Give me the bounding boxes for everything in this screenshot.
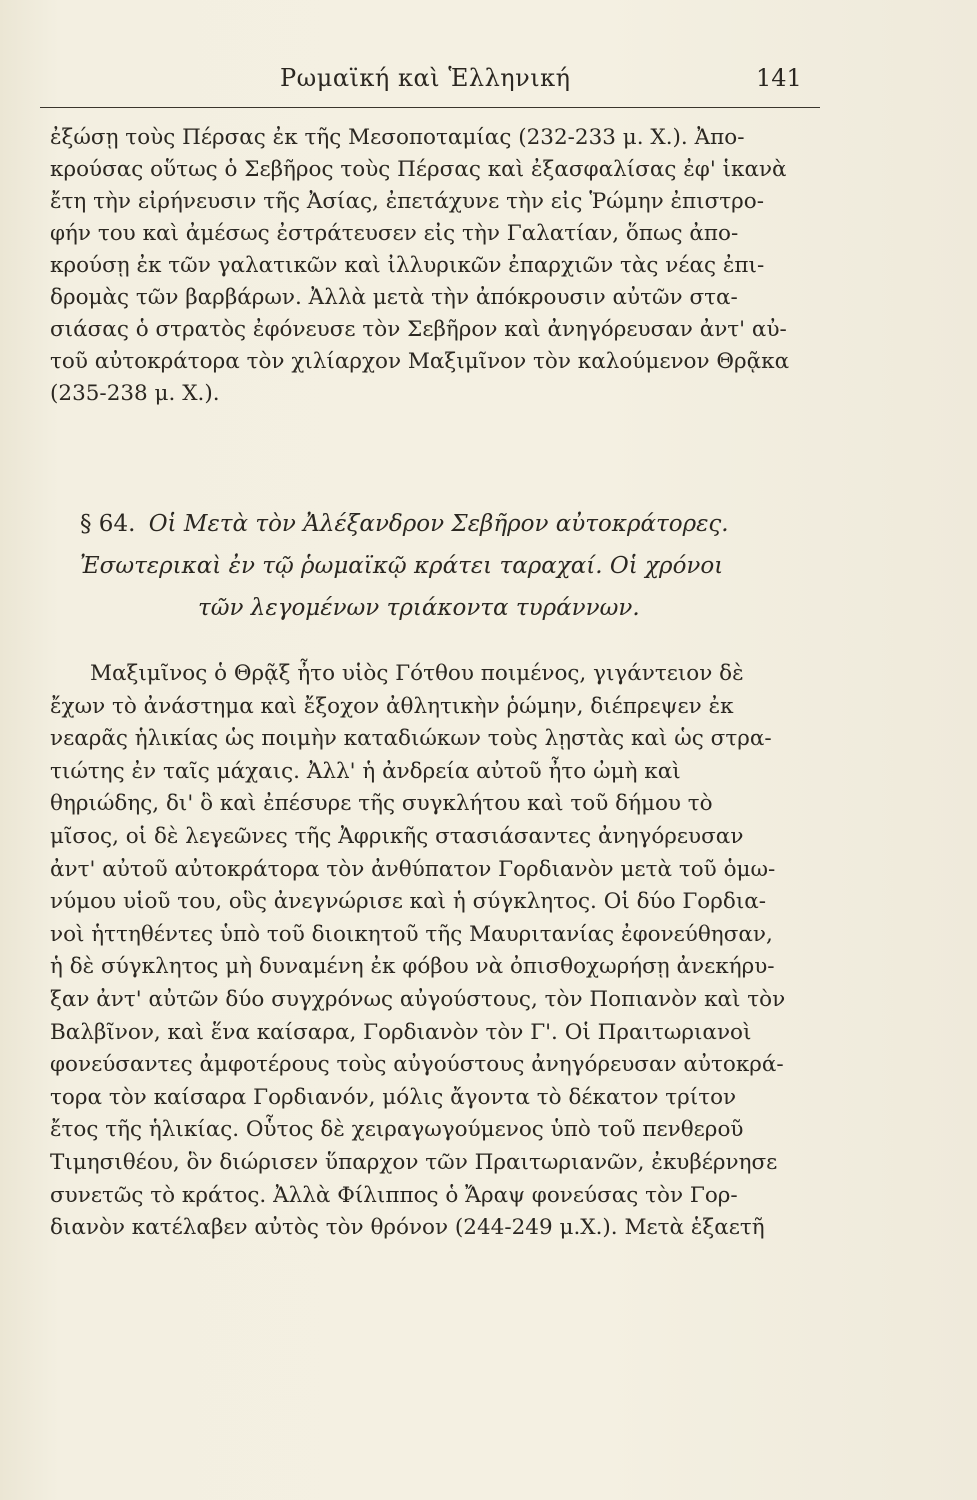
text-line: τιώτης ἐν ταῖς μάχαις. Ἀλλ' ἡ ἀνδρεία αὐτοῦ ἦτο ὠμὴ καὶ [50, 758, 681, 784]
text-line: Τιμησιθέου, ὃν διώρισεν ὕπαρχον τῶν Πραιτωριανῶν, ἐκυβέρνησε [50, 1149, 778, 1175]
heading-title: Οἱ Μετὰ τὸν Ἀλέξανδρον Σεβῆρον αὐτοκράτορες. [148, 511, 729, 537]
text-line: ἔχων τὸ ἀνάστημα καὶ ἔξοχον ἀθλητικὴν ῥώμην, διέπρεψεν ἐκ [50, 693, 734, 719]
text-line: ἔτη τὴν εἰρήνευσιν τῆς Ἀσίας, ἐπετάχυνε τὴν εἰς Ῥώμην ἐπιστρο- [50, 189, 764, 214]
header-rule [40, 107, 820, 108]
text-line: ἔτος τῆς ἡλικίας. Οὗτος δὲ χειραγωγούμενος ὑπὸ τοῦ πενθεροῦ [50, 1117, 744, 1143]
text-line: Βαλβῖνον, καὶ ἕνα καίσαρα, Γορδιανὸν τὸν Γ'. Οἱ Πραιτωριανοὶ [50, 1019, 752, 1045]
text-line: ἐξώσῃ τοὺς Πέρσας ἐκ τῆς Μεσοποταμίας (232-233 μ. Χ.). Ἀπο- [50, 125, 745, 150]
text-line: Μαξιμῖνος ὁ Θρᾷξ ἦτο υἱὸς Γότθου ποιμένος, γιγάντειον δὲ [90, 661, 744, 686]
text-line: συνετῶς τὸ κράτος. Ἀλλὰ Φίλιππος ὁ Ἄραψ φονεύσας τὸν Γορ- [50, 1182, 738, 1208]
text-line: διανὸν κατέλαβεν αὐτὸς τὸν θρόνον (244-249 μ.Χ.). Μετὰ ἑξαετῆ [50, 1215, 765, 1241]
text-line: νεαρᾶς ἡλικίας ὡς ποιμὴν καταδιώκων τοὺς λῃστὰς καὶ ὡς στρα- [50, 726, 772, 752]
text-line: φονεύσαντες ἀμφοτέρους τοὺς αὐγούστους ἀνηγόρευσαν αὐτοκρά- [50, 1052, 784, 1078]
text-line: φήν του καὶ ἀμέσως ἐστράτευσεν εἰς τὴν Γαλατίαν, ὅπως ἀπο- [50, 221, 739, 246]
text-line: (235-238 μ. Χ.). [50, 381, 220, 406]
text-line: ξαν ἀντ' αὐτῶν δύο συγχρόνως αὐγούστους, τὸν Ποπιανὸν καὶ τὸν [50, 986, 786, 1012]
text-line: δρομὰς τῶν βαρβάρων. Ἀλλὰ μετὰ τὴν ἀπόκρουσιν αὐτῶν στα- [50, 285, 738, 310]
text-line: μῖσος, οἱ δὲ λεγεῶνες τῆς Ἀφρικῆς στασιάσαντες ἀνηγόρευσαν [50, 823, 744, 849]
text-line: θηριώδης, δι' ὃ καὶ ἐπέσυρε τῆς συγκλήτου καὶ τοῦ δήμου τὸ [50, 791, 713, 817]
running-head [40, 64, 820, 104]
text-line: νοὶ ἡττηθέντες ὑπὸ τοῦ διοικητοῦ τῆς Μαυριτανίας ἐφονεύθησαν, [50, 921, 773, 947]
text-line: ἡ δὲ σύγκλητος μὴ δυναμένη ἐκ φόβου νὰ ὀπισθοχωρήσῃ ἀνεκήρυ- [50, 954, 775, 980]
heading-line-3: τῶν λεγομένων τριάκοντα τυράννων. [198, 595, 640, 621]
text-line: τορα τὸν καίσαρα Γορδιανόν, μόλις ἄγοντα τὸ δέκατον τρίτον [50, 1084, 737, 1110]
text-line: νύμου υἱοῦ του, οὓς ἀνεγνώρισε καὶ ἡ σύγκλητος. Οἱ δύο Γορδια- [50, 889, 767, 915]
text-line: τοῦ αὐτοκράτορα τὸν χιλίαρχον Μαξιμῖνον τὸν καλούμενον Θρᾷκα [50, 349, 790, 374]
section-number: § 64. [80, 511, 136, 537]
running-title: Ρωμαϊκή καὶ Ἑλληνική [280, 64, 571, 92]
page-number: 141 [756, 64, 802, 92]
text-line: ἀντ' αὐτοῦ αὐτοκράτορα τὸν ἀνθύπατον Γορδιανὸν μετὰ τοῦ ὁμω- [50, 856, 776, 882]
paragraph-1 [50, 122, 850, 410]
paragraph-2 [50, 658, 850, 1245]
heading-line-2: Ἐσωτερικαὶ ἐν τῷ ῥωμαϊκῷ κράτει ταραχαί. Οἱ χρόνοι [80, 553, 724, 579]
heading-line-1 [50, 503, 850, 545]
section-heading [50, 503, 850, 629]
text-line: κρούσας οὕτως ὁ Σεβῆρος τοὺς Πέρσας καὶ ἐξασφαλίσας ἐφ' ἱκανὰ [50, 157, 787, 182]
text-line: σιάσας ὁ στρατὸς ἐφόνευσε τὸν Σεβῆρον καὶ ἀνηγόρευσαν ἀντ' αὐ- [50, 317, 787, 342]
text-line: κρούσῃ ἐκ τῶν γαλατικῶν καὶ ἰλλυρικῶν ἐπαρχιῶν τὰς νέας ἐπι- [50, 253, 765, 278]
